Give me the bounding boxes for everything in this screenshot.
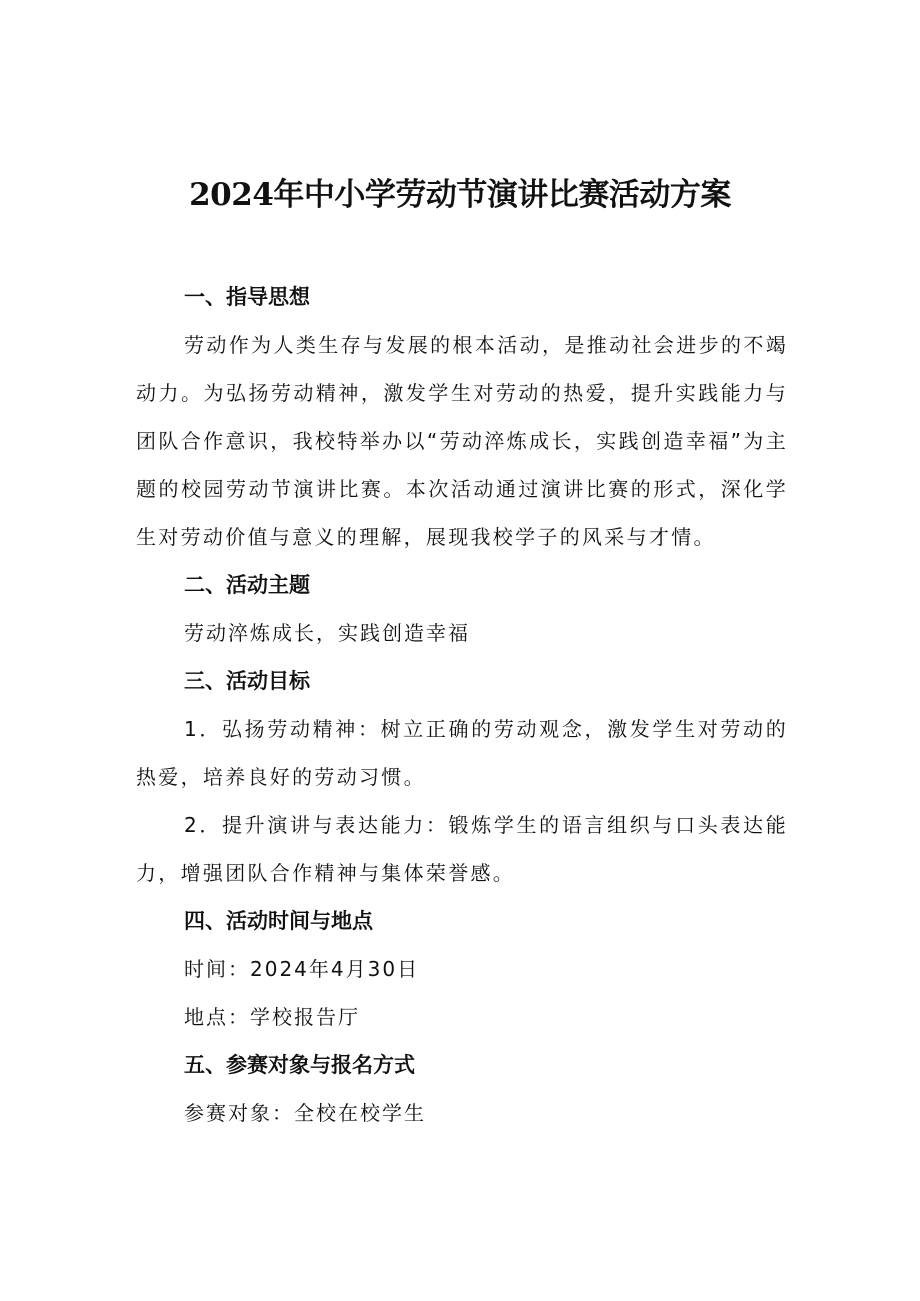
event-place: 地点：学校报告厅: [184, 1005, 360, 1029]
section-heading-activity-goals: 三、活动目标: [184, 669, 310, 693]
activity-theme-text: 劳动淬炼成长，实践创造幸福: [184, 621, 470, 645]
goal-item-1: 1．弘扬劳动精神：树立正确的劳动观念，激发学生对劳动的热爱，培养良好的劳动习惯。: [136, 717, 788, 789]
goal-item-2: 2．提升演讲与表达能力：锻炼学生的语言组织与口头表达能力，增强团队合作精神与集体荣誉感。: [136, 813, 788, 885]
section-heading-participants-registration: 五、参赛对象与报名方式: [184, 1053, 415, 1077]
event-time: 时间：2024年4月30日: [184, 957, 420, 981]
section-heading-time-and-place: 四、活动时间与地点: [184, 909, 373, 933]
participants-text: 参赛对象：全校在校学生: [184, 1101, 426, 1125]
document-title: 2024年中小学劳动节演讲比赛活动方案: [189, 177, 731, 213]
section-heading-activity-theme: 二、活动主题: [184, 573, 310, 597]
guiding-ideology-paragraph: 劳动作为人类生存与发展的根本活动，是推动社会进步的不竭动力。为弘扬劳动精神，激发学生对劳动的热爱，提升实践能力与团队合作意识，我校特举办以“劳动淬炼成长，实践创造幸福”为主题的校园劳动节演讲比赛。本次活动通过演讲比赛的形式，深化学生对劳动价值与意义的理解，展现我校学子的风采与才情。: [136, 333, 788, 549]
document-body: [136, 273, 788, 1137]
section-heading-guiding-ideology: 一、指导思想: [184, 285, 310, 309]
